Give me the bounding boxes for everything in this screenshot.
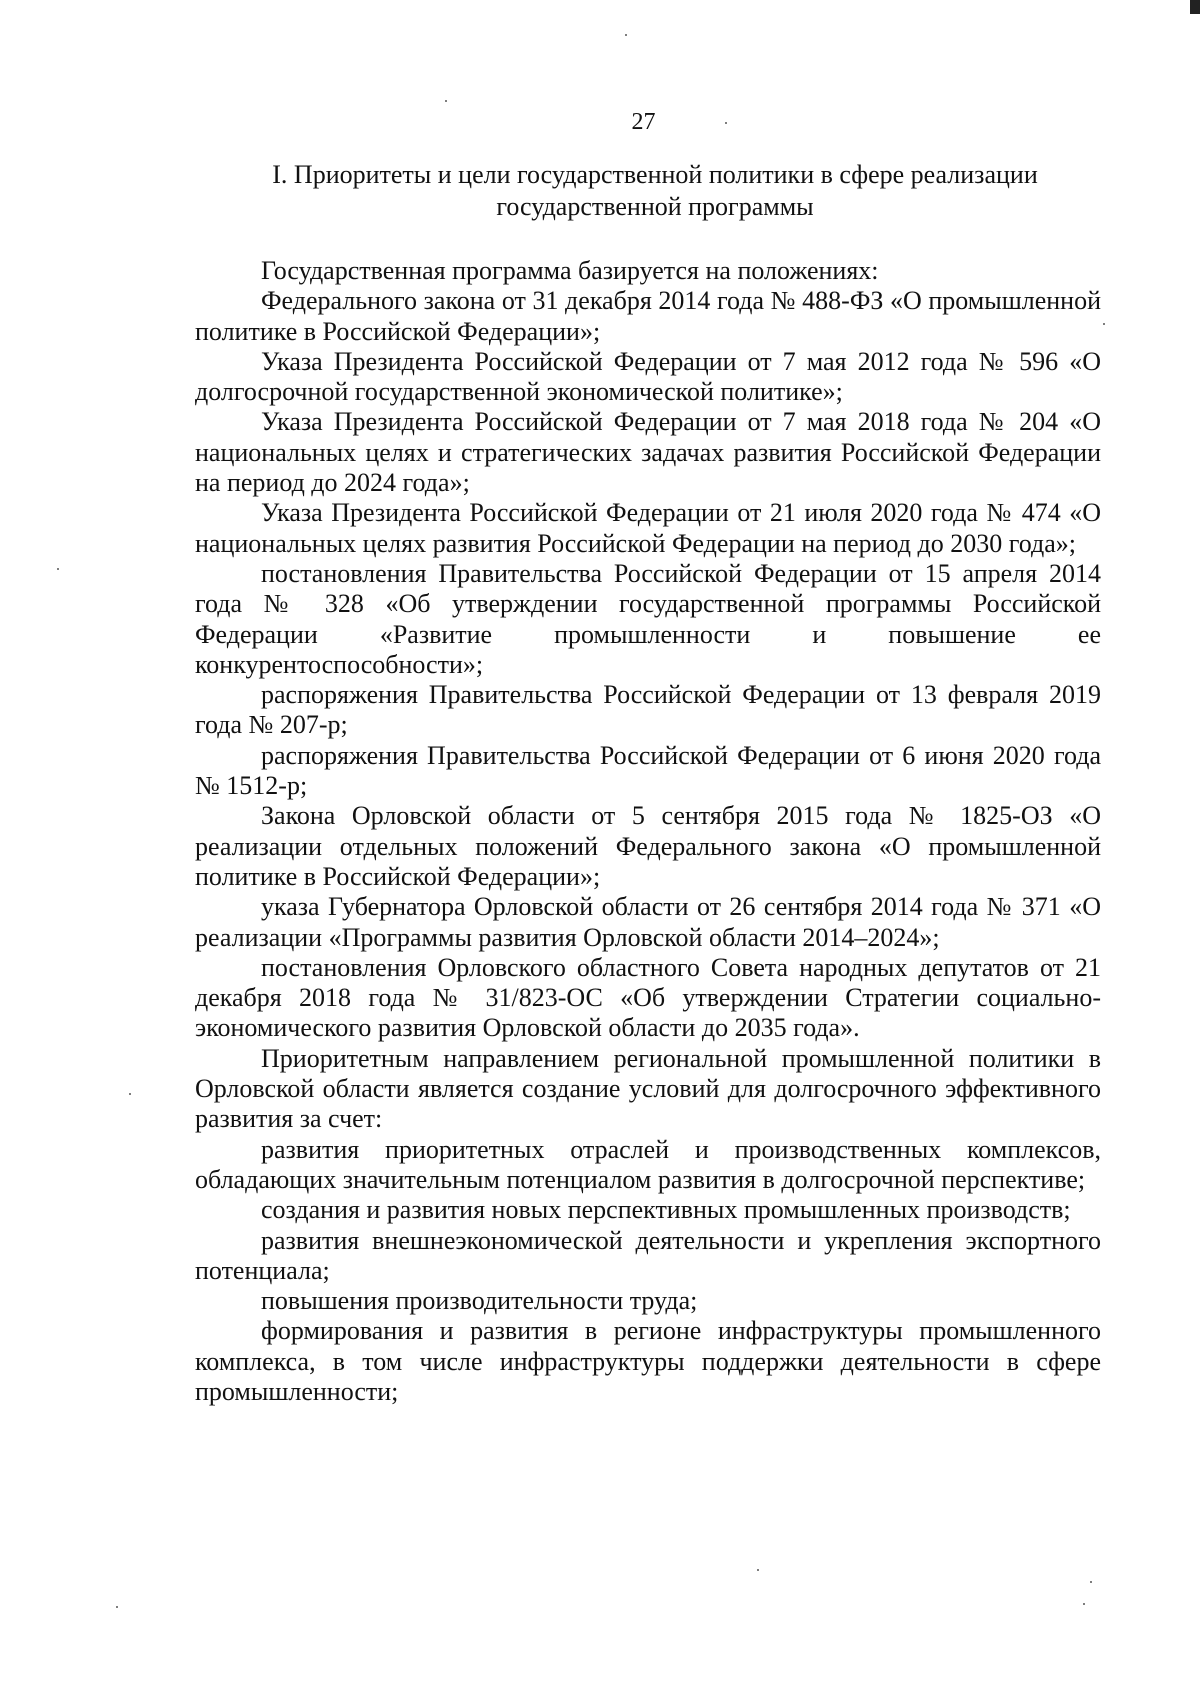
- paragraph: Государственная программа базируется на положениях:: [261, 256, 879, 285]
- paragraph: формирования и развития в регионе инфраструктуры промышленного комплекса, в том числе инфраструктуры поддержки деятельности в сфере промышленности;: [195, 1316, 1101, 1406]
- paragraph: распоряжения Правительства Российской Федерации от 6 июня 2020 года № 1512-р;: [195, 740, 1101, 801]
- paragraph: развития приоритетных отраслей и производственных комплексов, обладающих значительным потенциалом развития в долгосрочной перспективе;: [195, 1134, 1101, 1194]
- scan-speck: [725, 122, 727, 124]
- scan-speck: [757, 1569, 759, 1571]
- paragraph: Указа Президента Российской Федерации от 7 мая 2018 года № 204 «О национальных целях и стратегических задачах развития Российской Федерации на период до 2024 года»;: [195, 407, 1101, 498]
- paragraph: создания и развития новых перспективных промышленных производств;: [261, 1195, 1071, 1225]
- scan-speck: [116, 1606, 118, 1608]
- paragraph: Приоритетным направлением региональной промышленной политики в Орловской области является создание условий для долгосрочного эффективного развития за счет:: [195, 1043, 1101, 1134]
- document-body: [195, 256, 1101, 1407]
- section-heading: [195, 159, 1115, 223]
- scan-speck: [129, 1093, 131, 1095]
- paragraph: развития внешнеэкономической деятельности и укрепления экспортного потенциала;: [195, 1225, 1101, 1285]
- paragraph: постановления Орловского областного Совета народных депутатов от 21 декабря 2018 года № 31/823-ОС «Об утверждении Стратегии социально-экономического развития Орловской области до 2035 года».: [195, 952, 1101, 1043]
- scan-speck: [445, 100, 447, 102]
- paragraph: Указа Президента Российской Федерации от 21 июля 2020 года № 474 «О национальных целях развития Российской Федерации на период до 2030 года»;: [195, 498, 1101, 558]
- scan-speck: [1090, 1581, 1092, 1583]
- scan-speck: [57, 568, 59, 570]
- paragraph: указа Губернатора Орловской области от 26 сентября 2014 года № 371 «О реализации «Программы развития Орловской области 2014–2024»;: [195, 892, 1101, 952]
- scan-corner-mark: [1190, 0, 1200, 14]
- paragraph: Закона Орловской области от 5 сентября 2015 года № 1825-ОЗ «О реализации отдельных положений Федерального закона «О промышленной политике в Российской Федерации»;: [195, 801, 1101, 891]
- paragraph: повышения производительности труда;: [261, 1286, 698, 1316]
- paragraph: распоряжения Правительства Российской Федерации от 13 февраля 2019 года № 207-р;: [195, 680, 1101, 740]
- section-heading-line-1: I. Приоритеты и цели государственной политики в сфере реализации: [272, 160, 1038, 189]
- page-number: 27: [631, 109, 656, 135]
- paragraph: Указа Президента Российской Федерации от 7 мая 2012 года № 596 «О долгосрочной государственной экономической политике»;: [195, 346, 1101, 407]
- paragraph: Федерального закона от 31 декабря 2014 года № 488-ФЗ «О промышленной политике в Российской Федерации»;: [195, 286, 1101, 346]
- scan-speck: [1103, 323, 1105, 325]
- section-heading-line-2: государственной программы: [496, 192, 814, 221]
- scan-speck: [1083, 1603, 1085, 1605]
- scan-speck: [625, 34, 627, 36]
- paragraph: постановления Правительства Российской Федерации от 15 апреля 2014 года № 328 «Об утверждении государственной программы Российской Федерации «Развитие промышленности и повышение ее конкурентоспособности»;: [195, 558, 1101, 679]
